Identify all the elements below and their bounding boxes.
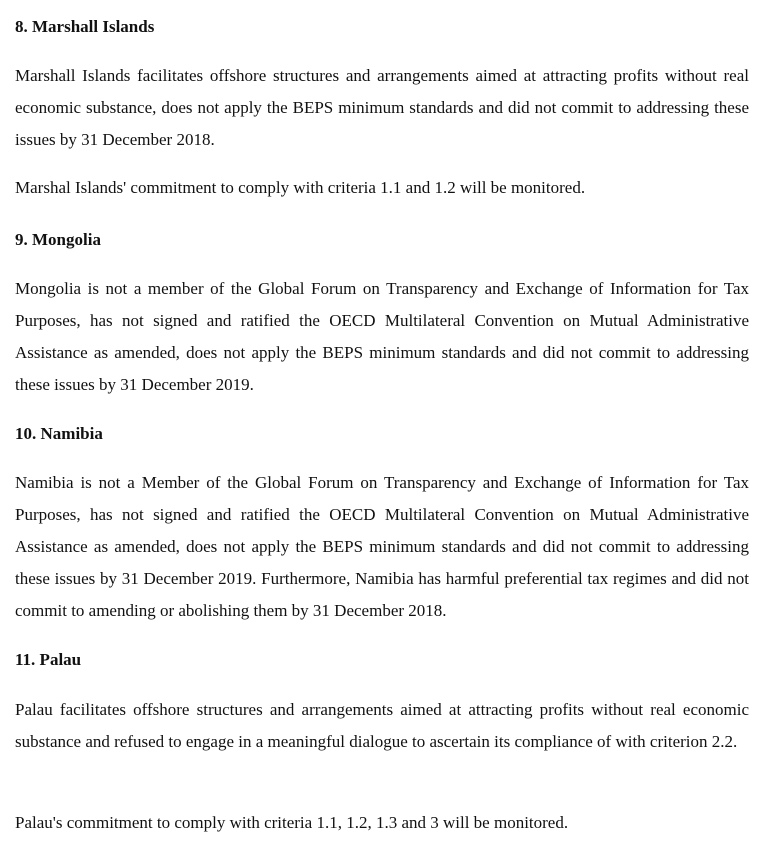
section-heading-namibia: 10. Namibia xyxy=(15,424,103,443)
paragraph-namibia-1: Namibia is not a Member of the Global Forum on Transparency and Exchange of Information for Tax Purposes, has not signed and ratified the OECD Multilateral Convention on Mutual Administrative Assistance as amended, does not apply the BEPS minimum standards and did not commit to addressing these issues by 31 December 2019. Furthermore, Namibia has harmful preferential tax regimes and did not commit to amending or abolishing them by 31 December 2018. xyxy=(15,473,749,620)
section-heading-marshall-islands: 8. Marshall Islands xyxy=(15,17,155,36)
paragraph-mongolia-1: Mongolia is not a member of the Global Forum on Transparency and Exchange of Information for Tax Purposes, has not signed and ratified the OECD Multilateral Convention on Mutual Administrative Assistance as amended, does not apply the BEPS minimum standards and did not commit to addressing these issues by 31 December 2019. xyxy=(15,279,749,394)
paragraph-marshall-islands-2: Marshal Islands' commitment to comply with criteria 1.1 and 1.2 will be monitored. xyxy=(15,178,586,197)
paragraph-marshall-islands-1: Marshall Islands facilitates offshore structures and arrangements aimed at attracting profits without real economic substance, does not apply the BEPS minimum standards and did not commit to addressing these issues by 31 December 2018. xyxy=(15,66,749,149)
section-heading-palau: 11. Palau xyxy=(15,650,82,669)
paragraph-palau-1: Palau facilitates offshore structures and arrangements aimed at attracting profits without real economic substance and refused to engage in a meaningful dialogue to ascertain its compliance of with criterion 2.2. xyxy=(15,700,749,751)
paragraph-palau-2: Palau's commitment to comply with criteria 1.1, 1.2, 1.3 and 3 will be monitored. xyxy=(15,813,569,832)
section-heading-mongolia: 9. Mongolia xyxy=(15,230,101,249)
